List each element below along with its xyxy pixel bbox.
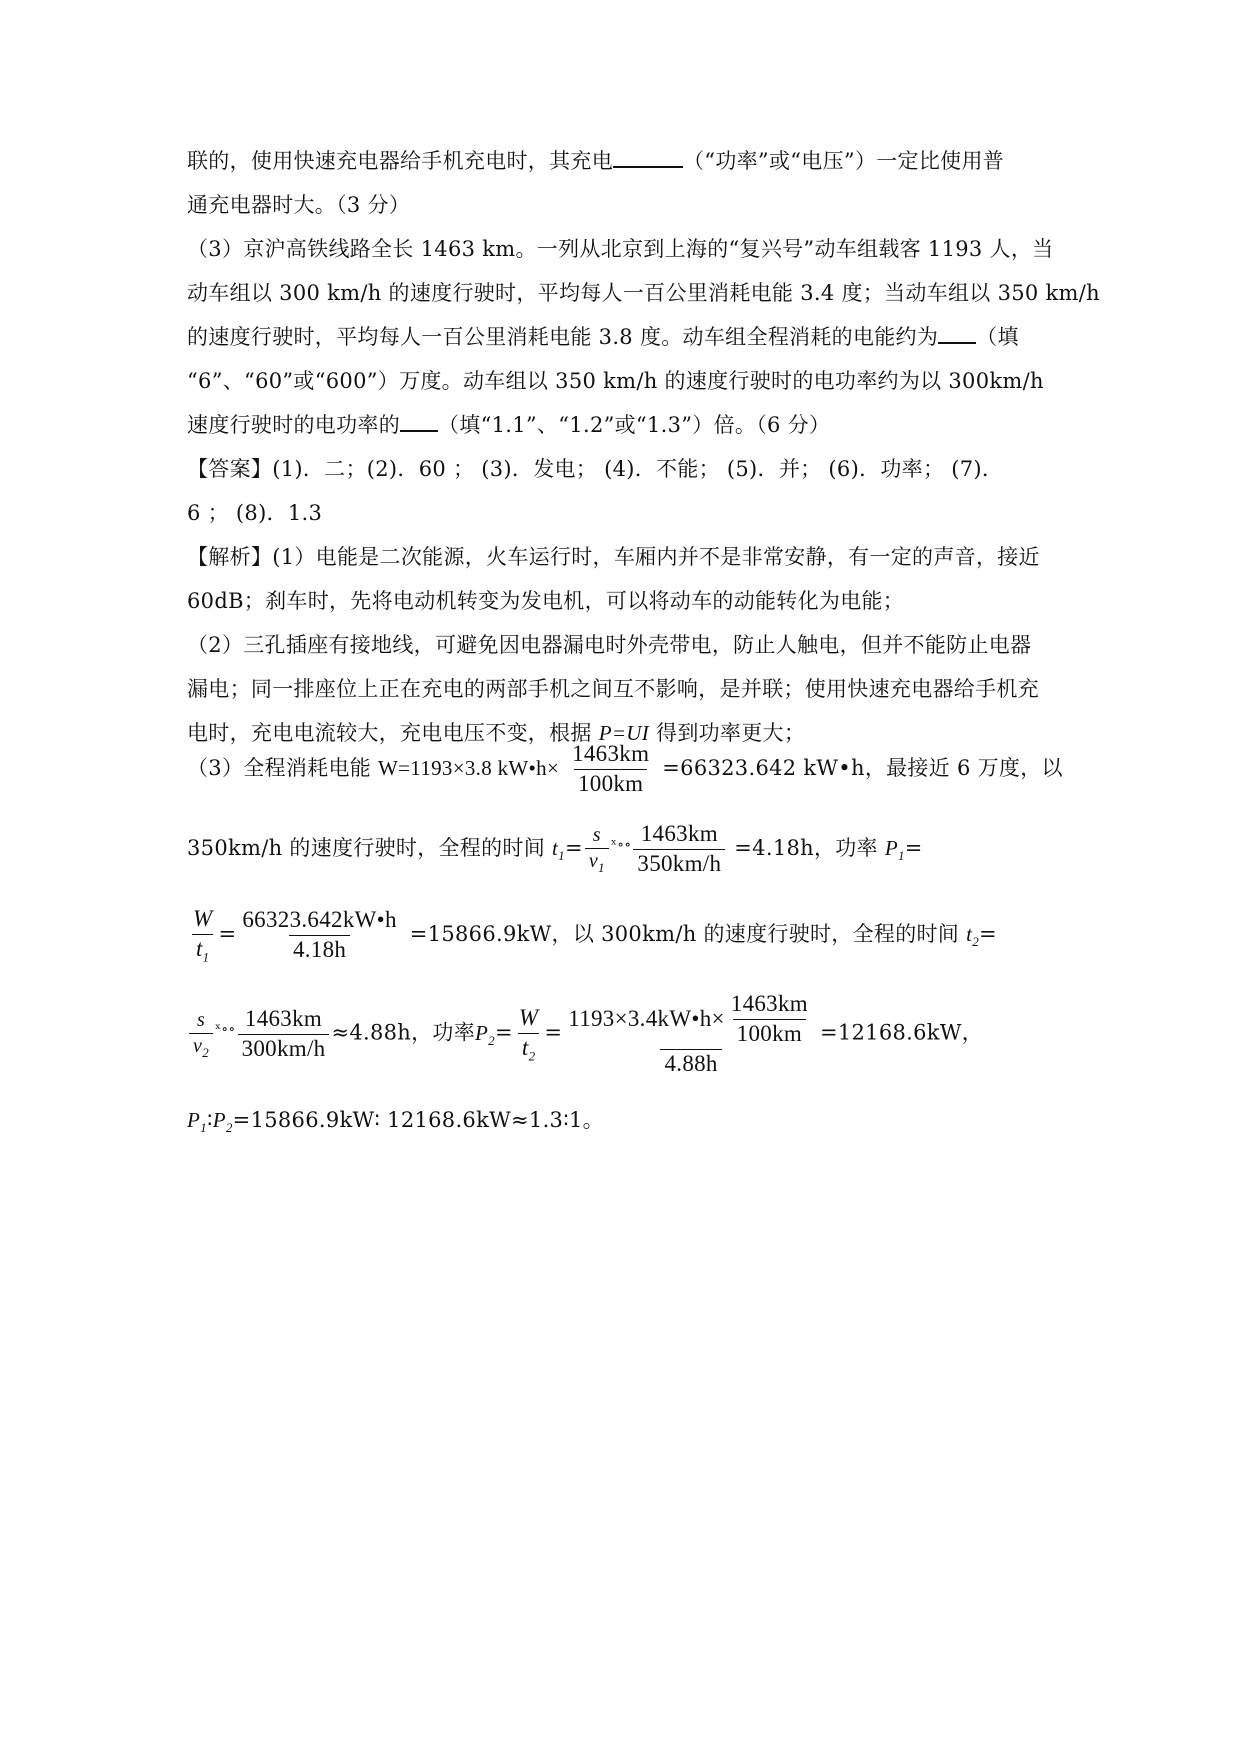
subscript: 1 (200, 1120, 207, 1136)
fraction (564, 990, 818, 1078)
text: “6”、“60”或“600”）万度。动车组以 350 km/h 的速度行驶时的电功率约为以 300km/h (187, 369, 1044, 393)
numerator (564, 990, 818, 1049)
symbol-v: v (193, 1034, 203, 1057)
equals: = (218, 921, 237, 946)
text: 漏电；同一排座位上正在充电的两部手机之间互不影响，是并联；使用快速充电器给手机充 (187, 677, 1039, 701)
formula-line-time-1 (187, 820, 923, 879)
subscript: 2 (528, 1048, 536, 1064)
inner-fraction (727, 990, 812, 1049)
text-line (187, 409, 830, 439)
symbol (884, 835, 905, 863)
denominator: 350km/h (633, 849, 725, 879)
fraction (633, 820, 725, 879)
answer-blank (613, 148, 683, 168)
denominator (192, 934, 214, 966)
denominator: 100km (733, 1019, 806, 1049)
analysis-line (187, 629, 1031, 659)
fraction (568, 740, 653, 799)
text: （3）全程消耗电能 (187, 755, 372, 780)
subscript: 2 (488, 1032, 495, 1048)
formula-line-power-1 (187, 905, 997, 966)
analysis-line (187, 585, 904, 615)
formula: W=1193×3.8 kW•h× (378, 755, 560, 780)
symbol-t: t (521, 1034, 529, 1060)
symbol-t: t (551, 835, 559, 860)
symbol-P: P (212, 1108, 226, 1132)
denominator: 300km/h (238, 1034, 330, 1064)
equals: = (494, 1020, 513, 1045)
numerator: W (193, 906, 213, 931)
fraction (189, 1008, 213, 1061)
formula: P=UI (598, 721, 650, 745)
text: （填 (976, 325, 1019, 349)
text: 【解析】(1）电能是二次能源，火车运行时，车厢内并不是非常安静，有一定的声音，接近 (187, 545, 1040, 569)
ratio-line (187, 1104, 604, 1136)
symbol-glyph: ˣ∘∘ (610, 836, 632, 853)
text: 350km/h 的速度行驶时，全程的时间 (187, 835, 545, 860)
fraction (238, 906, 400, 965)
denominator: 100km (574, 769, 647, 799)
text: 60dB；刹车时，先将电动机转变为发电机，可以将动车的动能转化为电能； (187, 589, 905, 613)
answer-line (187, 497, 322, 527)
colon: ∶ (206, 1108, 213, 1132)
numerator: s (196, 1008, 206, 1031)
text: =15866.9kW，以 300km/h 的速度行驶时，全程的时间 (409, 921, 960, 946)
text-line (187, 365, 1044, 395)
symbol-t: t (195, 935, 203, 961)
numerator: s (592, 823, 601, 846)
subscript: 1 (598, 859, 605, 875)
text: （“功率”或“电压”）一定比使用普 (683, 149, 1005, 173)
subscript: 2 (225, 1120, 233, 1136)
formula-line-energy (187, 740, 1063, 799)
numerator: 1463km (572, 741, 650, 766)
formula-line-power-2 (187, 990, 983, 1078)
text: 联的，使用快速充电器给手机充电时，其充电 (187, 149, 613, 173)
symbol-P: P (187, 1108, 201, 1132)
text: =66323.642 kW•h，最接近 6 万度，以 (662, 755, 1063, 780)
numerator: 1463km (640, 821, 718, 846)
analysis-line (187, 541, 1040, 571)
subscript: 1 (558, 847, 565, 863)
symbol-t: t (966, 921, 973, 946)
numerator: 66323.642kW•h (242, 907, 397, 933)
text-line (187, 189, 410, 219)
symbol (475, 1020, 495, 1048)
text: 速度行驶时的电功率的 (187, 413, 400, 437)
text: ≈4.88h，功率 (331, 1020, 476, 1045)
equals: = (979, 921, 997, 946)
text: 电时，充电电流较大，充电电压不变，根据 (187, 721, 592, 745)
denominator (518, 1033, 540, 1065)
text-line (187, 145, 1004, 175)
denominator: 4.18h (289, 935, 350, 965)
subscript: 1 (202, 949, 210, 965)
symbol (551, 835, 565, 863)
text: （2）三孔插座有接地线，可避免因电器漏电时外壳带电，防止人触电，但并不能防止电器 (187, 633, 1032, 657)
text: =12168.6kW， (819, 1020, 984, 1045)
symbol-P: P (884, 835, 898, 860)
symbol-glyph: ˣ∘∘ (215, 1021, 236, 1038)
equals: = (904, 835, 923, 860)
symbol (966, 921, 980, 949)
text: 1193×3.4kW•h× (568, 1005, 725, 1031)
denominator (585, 848, 609, 876)
answer-blank (400, 412, 438, 432)
numerator: W (518, 1004, 539, 1030)
text: 得到功率更大； (656, 721, 806, 745)
text: 的速度行驶时，平均每人一百公里消耗电能 3.8 度。动车组全程消耗的电能约为 (187, 325, 939, 349)
text: 【答案】(1)．二；(2)．60 ； (3)．发电； (4)．不能； (5)．并； (6)．功率； (7)． (187, 457, 1004, 481)
equals: = (544, 1020, 563, 1045)
numerator: 1463km (730, 991, 808, 1016)
denominator: 4.88h (660, 1049, 721, 1079)
symbol (187, 1108, 207, 1136)
equals: = (564, 835, 583, 860)
text-line (187, 277, 1100, 307)
fraction (515, 1004, 542, 1065)
text: 动车组以 300 km/h 的速度行驶时，平均每人一百公里消耗电能 3.4 度；当动车组以 350 km/h (187, 281, 1100, 305)
text: =4.18h，功率 (734, 835, 878, 860)
fraction (585, 823, 609, 876)
subscript: 2 (202, 1044, 209, 1060)
text: （3）京沪高铁线路全长 1463 km。一列从北京到上海的“复兴号”动车组载客 1193 人，当 (187, 237, 1054, 261)
symbol-P: P (475, 1020, 489, 1045)
subscript: 2 (972, 933, 980, 949)
symbol (212, 1108, 233, 1136)
denominator (189, 1033, 213, 1061)
analysis-line (187, 673, 1039, 703)
text: （填“1.1”、“1.2”或“1.3”）倍。（6 分） (438, 413, 831, 437)
text-line (187, 233, 1053, 263)
text: 6 ； (8)．1.3 (187, 501, 323, 525)
fraction (238, 1005, 330, 1064)
fraction (189, 905, 216, 966)
symbol-v: v (588, 849, 599, 872)
numerator: 1463km (244, 1005, 323, 1031)
text: =15866.9kW∶ 12168.6kW≈1.3∶1。 (232, 1108, 604, 1132)
answer-blank (938, 324, 976, 344)
text-line (187, 321, 1019, 351)
answer-line (187, 453, 1003, 483)
text: 通充电器时大。（3 分） (187, 193, 411, 217)
subscript: 1 (897, 847, 905, 863)
